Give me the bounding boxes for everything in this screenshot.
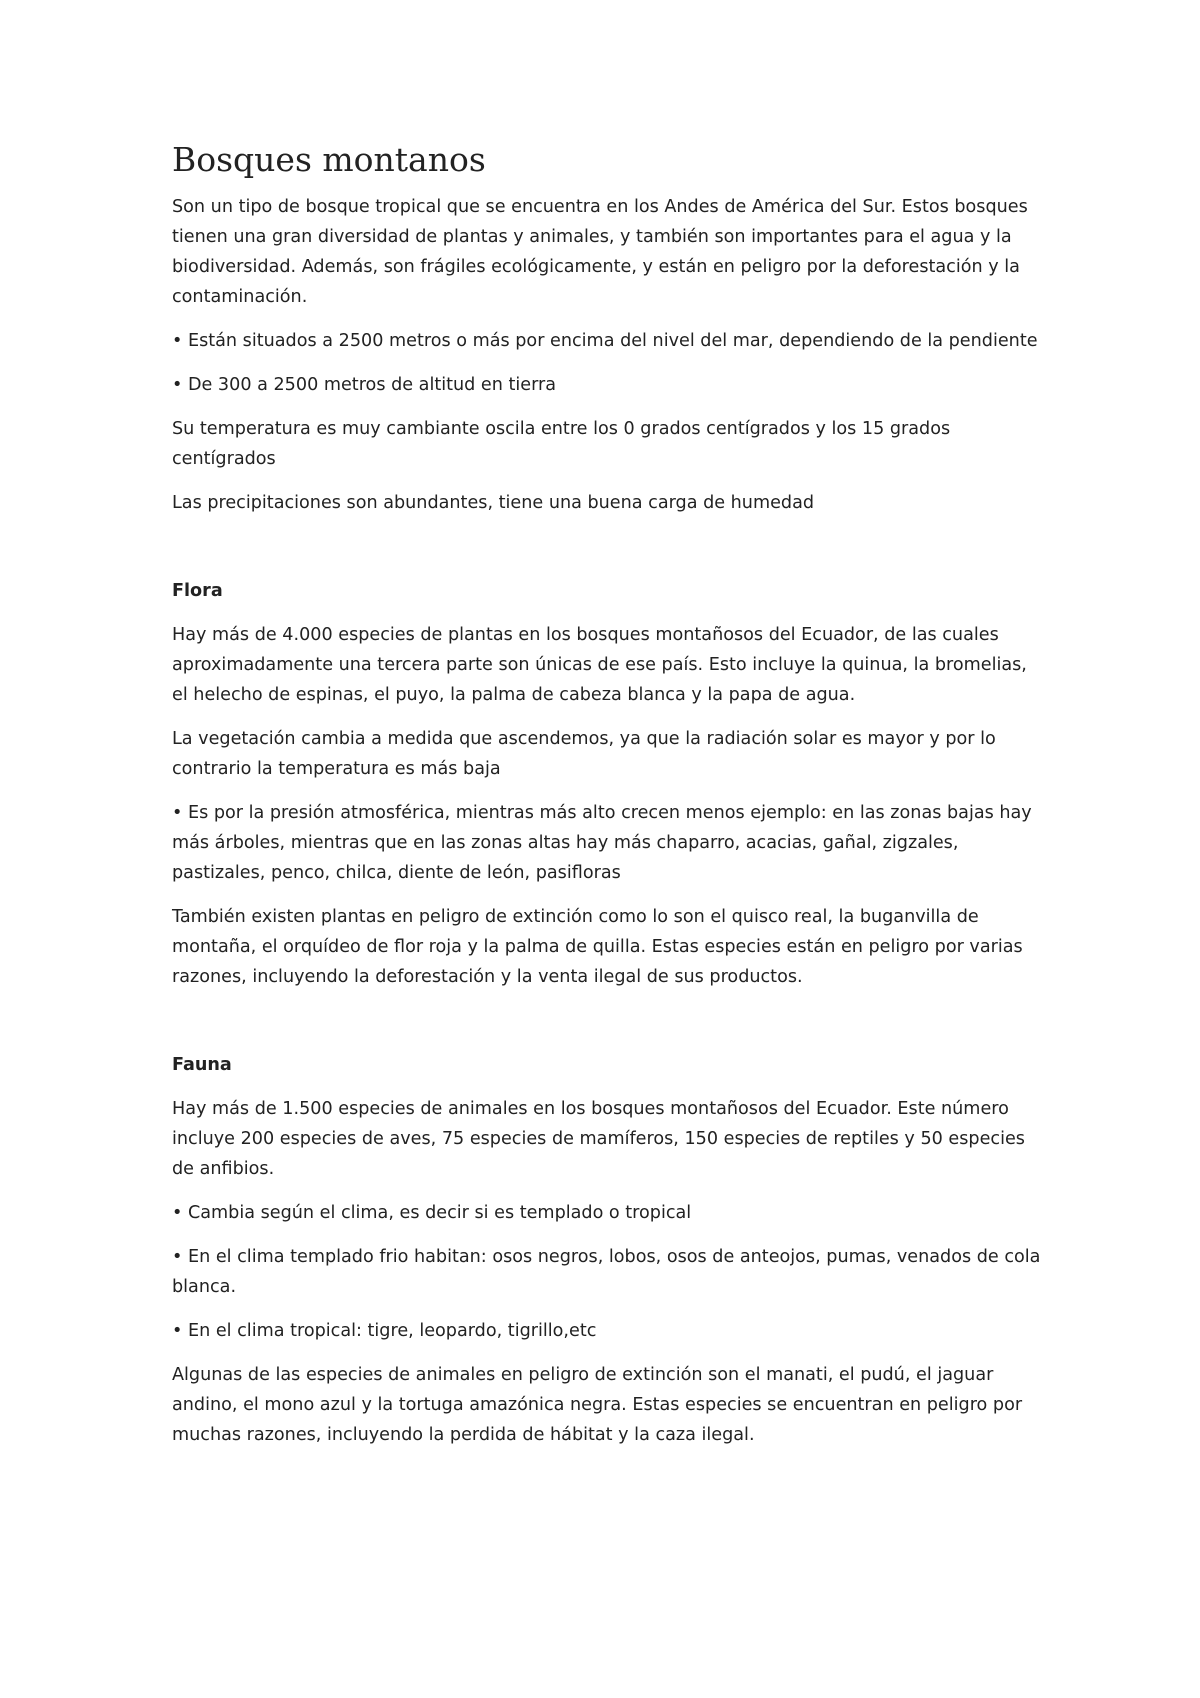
intro-bullet-altitude: • Están situados a 2500 metros o más por encima del nivel del mar, dependiendo de la pendiente <box>172 331 1038 351</box>
section-spacer <box>172 532 1042 576</box>
document-body <box>172 140 1042 1464</box>
fauna-heading: Fauna <box>172 1055 232 1075</box>
flora-paragraph-species: Hay más de 4.000 especies de plantas en los bosques montañosos del Ecuador, de las cuales aproximadamente una tercera parte son únicas de ese país. Esto incluye la quinua, la bromelias, el helecho de espinas, el puyo, la palma de cabeza blanca y la papa de agua. <box>172 625 1027 705</box>
intro-bullet-land-altitude: • De 300 a 2500 metros de altitud en tierra <box>172 375 557 395</box>
flora-paragraph-endangered: También existen plantas en peligro de extinción como lo son el quisco real, la buganvilla de montaña, el orquídeo de flor roja y la palma de quilla. Estas especies están en peligro por varias razones, incluyendo la deforestación y la venta ilegal de sus productos. <box>172 907 1023 987</box>
fauna-bullet-climate: • Cambia según el clima, es decir si es templado o tropical <box>172 1203 692 1223</box>
fauna-bullet-temperate: • En el clima templado frio habitan: osos negros, lobos, osos de anteojos, pumas, venados de cola blanca. <box>172 1247 1041 1297</box>
flora-paragraph-vegetation: La vegetación cambia a medida que ascendemos, ya que la radiación solar es mayor y por lo contrario la temperatura es más baja <box>172 729 996 779</box>
flora-heading: Flora <box>172 581 223 601</box>
intro-paragraph: Son un tipo de bosque tropical que se encuentra en los Andes de América del Sur. Estos bosques tienen una gran diversidad de plantas y animales, y también son importantes para el agua y la biodiversidad. Además, son frágiles ecológicamente, y están en peligro por la deforestación y la contaminación. <box>172 197 1028 307</box>
flora-bullet-pressure: • Es por la presión atmosférica, mientras más alto crecen menos ejemplo: en las zonas bajas hay más árboles, mientras que en las zonas altas hay más chaparro, acacias, gañal, zigzales, pastizales, penco, chilca, diente de león, pasifloras <box>172 803 1032 883</box>
fauna-paragraph-endangered: Algunas de las especies de animales en peligro de extinción son el manati, el pudú, el jaguar andino, el mono azul y la tortuga amazónica negra. Estas especies se encuentran en peligro por muchas razones, incluyendo la perdida de hábitat y la caza ilegal. <box>172 1365 1023 1445</box>
intro-precipitation: Las precipitaciones son abundantes, tiene una buena carga de humedad <box>172 493 815 513</box>
document-title: Bosques montanos <box>172 140 486 179</box>
intro-temperature: Su temperatura es muy cambiante oscila entre los 0 grados centígrados y los 15 grados centígrados <box>172 419 951 469</box>
section-spacer <box>172 1006 1042 1050</box>
fauna-paragraph-species: Hay más de 1.500 especies de animales en los bosques montañosos del Ecuador. Este número incluye 200 especies de aves, 75 especies de mamíferos, 150 especies de reptiles y 50 especies de anfibios. <box>172 1099 1025 1179</box>
fauna-bullet-tropical: • En el clima tropical: tigre, leopardo, tigrillo,etc <box>172 1321 597 1341</box>
